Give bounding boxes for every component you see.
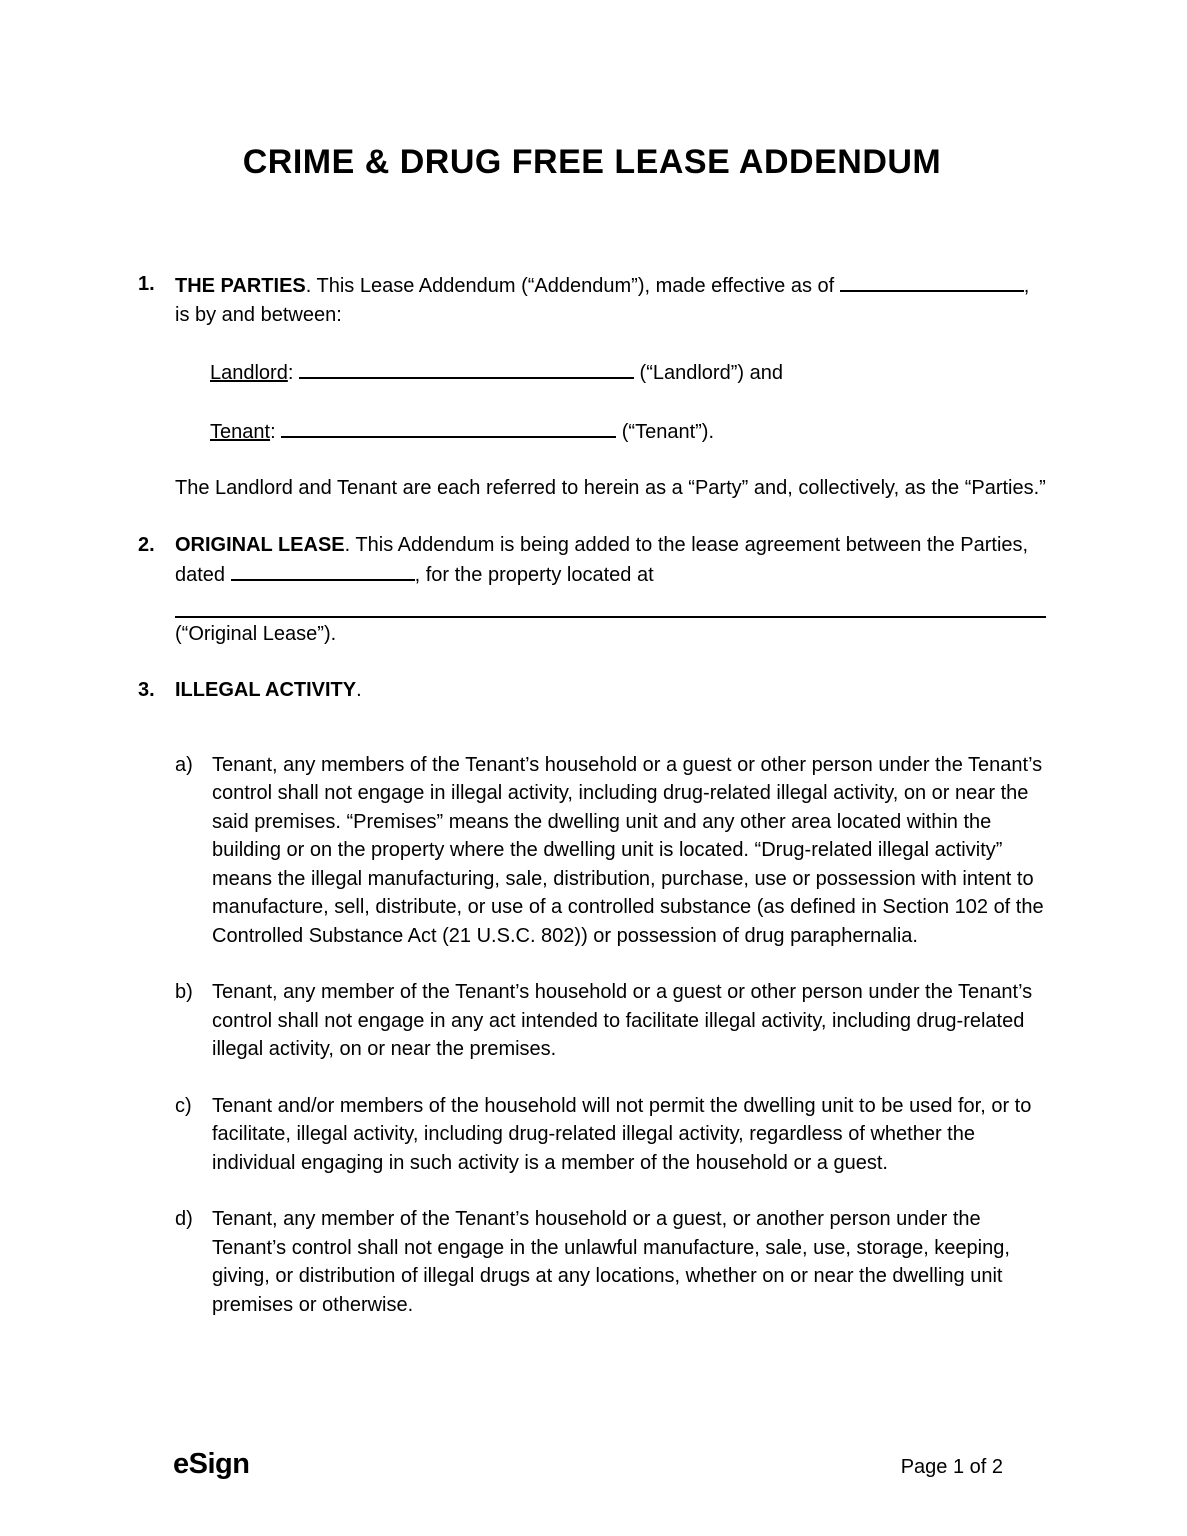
parties-intro-tail: , is by and between: xyxy=(175,275,1030,326)
section-heading: THE PARTIES xyxy=(175,275,306,297)
item-letter: a) xyxy=(175,753,193,776)
original-lease-text: . This Addendum is being added to the lease agreement between the Parties, dated xyxy=(175,533,1029,586)
lease-date-blank[interactable] xyxy=(231,559,415,581)
original-lease-tail-text: , for the property located at xyxy=(414,564,654,586)
list-item-a xyxy=(175,751,1046,951)
esign-logo: eSign xyxy=(173,1448,250,1480)
section-heading: ILLEGAL ACTIVITY xyxy=(175,679,357,701)
tenant-after-text: (“Tenant”). xyxy=(621,420,714,443)
parties-intro xyxy=(175,270,1046,329)
item-letter: d) xyxy=(175,1208,193,1230)
landlord-after-text: (“Landlord”) and xyxy=(639,362,783,384)
item-letter: c) xyxy=(175,1094,192,1117)
item-text: Tenant, any members of the Tenant’s household or a guest or other person under the Tenant’s control shall not engage in illegal activity, including drug-related illegal activity, on or near the said premises. “Premises” means the dwelling unit and any other area located within the building or on the property where the dwelling unit is located. “Drug-related illegal activity” means the illegal manufacturing, sale, distribution, purchase, use or possession with intent to manufacture, sell, distribute, or use of a controlled substance (as defined in Section 102 of the Controlled Substance Act (21 U.S.C. 802)) or possession of drug paraphernalia. xyxy=(212,753,1044,947)
effective-date-blank[interactable] xyxy=(840,270,1024,292)
section-original-lease xyxy=(138,531,1046,649)
section-the-parties xyxy=(138,270,1046,503)
page-number: Page 1 of 2 xyxy=(900,1456,1003,1478)
tenant-row xyxy=(210,416,1046,447)
document-body xyxy=(138,142,1046,1319)
heading-period: . xyxy=(356,679,362,701)
item-text: Tenant, any member of the Tenant’s household or a guest, or another person under the Tenant’s control shall not engage in the unlawful manufacture, sale, use, storage, keeping, giving, or distribution of illegal drugs at any locations, whether on or near the dwelling unit premises or otherwise. xyxy=(212,1208,1010,1316)
original-lease-caption: (“Original Lease”). xyxy=(175,622,337,645)
item-text: Tenant, any member of the Tenant’s household or a guest or other person under the Tenant’s control shall not engage in any act intended to facilitate illegal activity, including drug-related illegal activity, on or near the premises. xyxy=(212,981,1033,1060)
original-lease-body xyxy=(175,531,1046,590)
list-item-b xyxy=(175,978,1046,1064)
item-text: Tenant and/or members of the household will not permit the dwelling unit to be used for, or to facilitate, illegal activity, including drug-related illegal activity, regardless of whether the individual engaging in such activity is a member of the household or a guest. xyxy=(212,1094,1032,1174)
section-number: 2. xyxy=(138,533,155,556)
landlord-colon: : xyxy=(287,362,294,384)
parties-collective-note: The Landlord and Tenant are each referred to herein as a “Party” and, collectively, as the “Parties.” xyxy=(175,477,1046,499)
tenant-colon: : xyxy=(270,420,276,443)
section-number: 1. xyxy=(138,273,155,295)
page-footer xyxy=(173,1450,1003,1482)
section-number: 3. xyxy=(138,679,155,701)
list-item-c xyxy=(175,1092,1046,1178)
section-illegal-activity-heading xyxy=(138,676,1046,705)
property-address-blank[interactable] xyxy=(175,590,1046,618)
landlord-label: Landlord xyxy=(210,362,288,384)
illegal-activity-items xyxy=(138,751,1046,1320)
tenant-name-blank[interactable] xyxy=(281,416,616,438)
list-item-d xyxy=(175,1205,1046,1319)
item-letter: b) xyxy=(175,981,193,1003)
landlord-name-blank[interactable] xyxy=(299,357,634,379)
tenant-label: Tenant xyxy=(210,420,271,443)
parties-intro-text: . This Lease Addendum (“Addendum”), made effective as of xyxy=(305,275,840,297)
landlord-row xyxy=(210,357,1046,388)
document-title: CRIME & DRUG FREE LEASE ADDENDUM xyxy=(242,143,942,181)
section-heading: ORIGINAL LEASE xyxy=(175,533,345,556)
